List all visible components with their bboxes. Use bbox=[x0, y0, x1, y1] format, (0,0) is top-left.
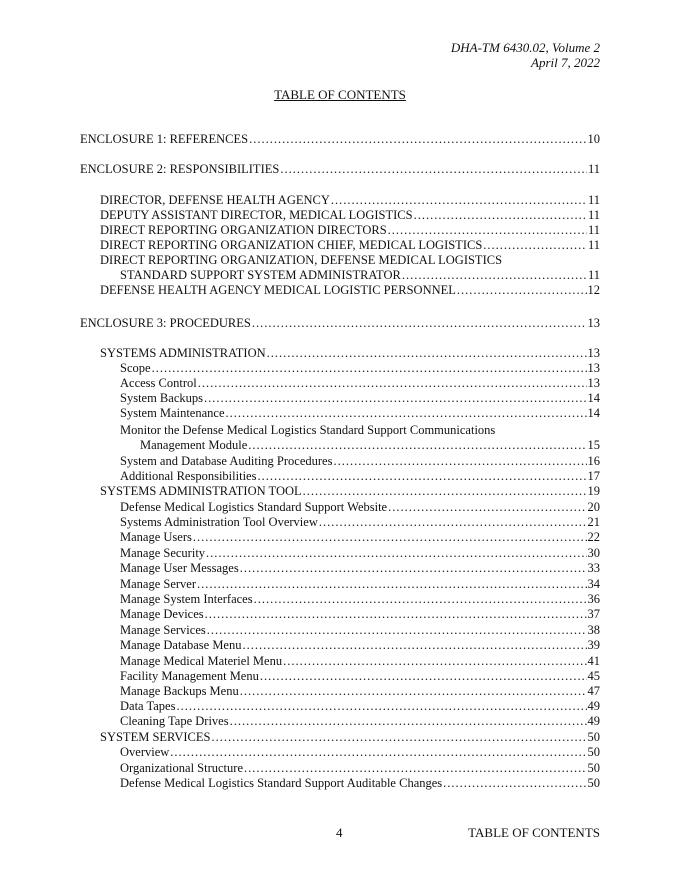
toc-entry[interactable]: Manage User Messages ..... 33 bbox=[120, 561, 600, 576]
page-header bbox=[451, 40, 600, 70]
toc-entry[interactable]: Overview ..... 50 bbox=[120, 745, 600, 760]
footer-label: TABLE OF CONTENTS bbox=[468, 825, 600, 840]
toc-entry[interactable]: Scope ..... 13 bbox=[120, 361, 600, 376]
toc-entry[interactable]: System Maintenance ..... 14 bbox=[120, 406, 600, 421]
toc-entry[interactable]: Facility Management Menu ..... 45 bbox=[120, 669, 600, 684]
toc-entry-line[interactable]: DIRECT REPORTING ORGANIZATION, DEFENSE MEDICAL LOGISTICS bbox=[100, 253, 503, 267]
toc-entry[interactable]: SYSTEMS ADMINISTRATION TOOL ..... 19 bbox=[100, 484, 600, 499]
toc-entry[interactable]: Manage Medical Materiel Menu ..... 41 bbox=[120, 654, 600, 669]
toc-entry[interactable]: SYSTEM SERVICES ..... 50 bbox=[100, 730, 600, 745]
toc-entry[interactable]: DIRECT REPORTING ORGANIZATION CHIEF, MEDICAL LOGISTICS ..... 11 bbox=[100, 238, 600, 253]
toc-entry[interactable]: DIRECT REPORTING ORGANIZATION DIRECTORS ..... 11 bbox=[100, 223, 600, 238]
toc-entry[interactable]: Access Control ..... 13 bbox=[120, 376, 600, 391]
toc-entry[interactable]: DEFENSE HEALTH AGENCY MEDICAL LOGISTIC PERSONNEL ..... 12 bbox=[100, 283, 600, 298]
toc-entry[interactable]: Manage Devices ..... 37 bbox=[120, 607, 600, 622]
toc-entry[interactable]: Management Module ..... 15 bbox=[140, 438, 600, 453]
toc-entry[interactable]: Manage Server ..... 34 bbox=[120, 577, 600, 592]
toc-entry[interactable]: Manage System Interfaces ..... 36 bbox=[120, 592, 600, 607]
footer-page-number: 4 bbox=[336, 825, 343, 840]
toc-entry[interactable]: Manage Security ..... 30 bbox=[120, 546, 600, 561]
toc-entry[interactable]: Manage Users ..... 22 bbox=[120, 530, 600, 545]
toc-entry[interactable]: System Backups ..... 14 bbox=[120, 391, 600, 406]
toc-entry[interactable]: STANDARD SUPPORT SYSTEM ADMINISTRATOR ..... 11 bbox=[120, 268, 600, 283]
toc-entry[interactable]: Defense Medical Logistics Standard Support Auditable Changes ..... 50 bbox=[120, 776, 600, 791]
toc-entry-line[interactable]: Monitor the Defense Medical Logistics Standard Support Communications bbox=[120, 423, 496, 437]
toc-entry[interactable]: Manage Backups Menu ..... 47 bbox=[120, 684, 600, 699]
toc-entry[interactable]: DIRECTOR, DEFENSE HEALTH AGENCY ..... 11 bbox=[100, 193, 600, 208]
toc-entry-enclosure-3[interactable]: ENCLOSURE 3: PROCEDURES ..... 13 bbox=[80, 316, 600, 331]
toc-title: TABLE OF CONTENTS bbox=[274, 87, 406, 102]
toc-entry[interactable]: Data Tapes ..... 49 bbox=[120, 699, 600, 714]
document-id: DHA-TM 6430.02, Volume 2 bbox=[450, 40, 600, 55]
toc-entry[interactable]: Additional Responsibilities ..... 17 bbox=[120, 469, 600, 484]
toc-entry[interactable]: Manage Services ..... 38 bbox=[120, 623, 600, 638]
toc-entry[interactable]: Organizational Structure ..... 50 bbox=[120, 761, 600, 776]
toc-entry-enclosure-2[interactable]: ENCLOSURE 2: RESPONSIBILITIES ..... 11 bbox=[80, 162, 600, 177]
toc-entry[interactable]: Systems Administration Tool Overview ..... 21 bbox=[120, 515, 600, 530]
toc-entry[interactable]: Manage Database Menu ..... 39 bbox=[120, 638, 600, 653]
toc-entry[interactable]: SYSTEMS ADMINISTRATION ..... 13 bbox=[100, 346, 600, 361]
document-date: April 7, 2022 bbox=[531, 55, 600, 70]
toc-entry-enclosure-1[interactable]: ENCLOSURE 1: REFERENCES ..... 10 bbox=[80, 132, 600, 147]
toc-entry[interactable]: System and Database Auditing Procedures ..... 16 bbox=[120, 454, 600, 469]
toc-entry[interactable]: Cleaning Tape Drives ..... 49 bbox=[120, 714, 600, 729]
toc-entry[interactable]: Defense Medical Logistics Standard Support Website ..... 20 bbox=[120, 500, 600, 515]
toc-entry[interactable]: DEPUTY ASSISTANT DIRECTOR, MEDICAL LOGISTICS ..... 11 bbox=[100, 208, 600, 223]
